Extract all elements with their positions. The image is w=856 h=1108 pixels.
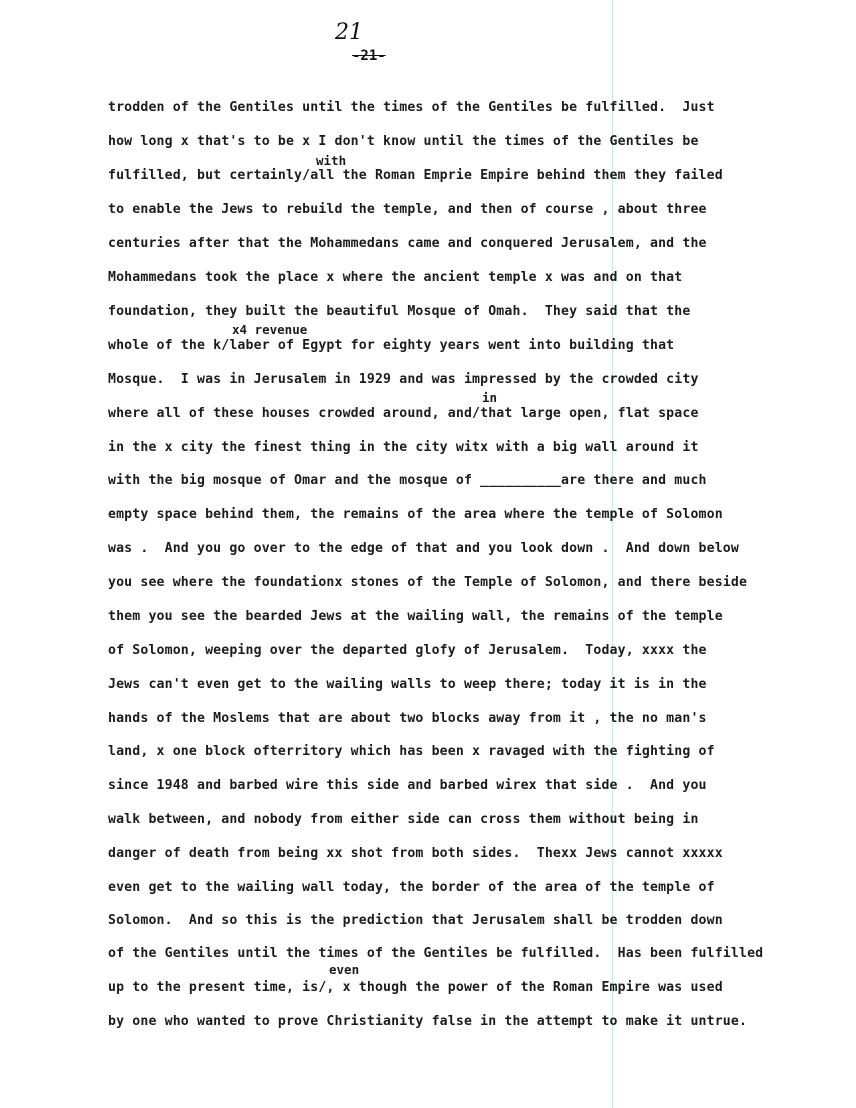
text-line: empty space behind them, the remains of the area where the temple of Solomon xyxy=(108,507,723,522)
text-line: even get to the wailing wall today, the border of the area of the temple of xyxy=(108,880,715,895)
handwritten-page-number: 21 xyxy=(335,20,363,45)
text-line: with the big mosque of Omar and the mosque of __________are there and much xyxy=(108,473,707,488)
text-line: foundation, they built the beautiful Mosque of Omah. They said that the xyxy=(108,304,691,319)
text-line: of Solomon, weeping over the departed glofy of Jerusalem. Today, xxxx the xyxy=(108,643,707,658)
text-line: of the Gentiles until the times of the Gentiles be fulfilled. Has been fulfilled xyxy=(108,946,764,961)
text-line: danger of death from being xx shot from both sides. Thexx Jews cannot xxxxx xyxy=(108,846,723,861)
text-line: since 1948 and barbed wire this side and barbed wirex that side . And you xyxy=(108,778,707,793)
insertion-even: even xyxy=(329,962,360,977)
text-line: in the x city the finest thing in the city witx with a big wall around it xyxy=(108,440,699,455)
text-line: fulfilled, but certainly/all the Roman Emprie Empire behind them they failed xyxy=(108,168,723,183)
text-line: them you see the bearded Jews at the wailing wall, the remains of the temple xyxy=(108,609,723,624)
text-line: walk between, and nobody from either side can cross them without being in xyxy=(108,812,699,827)
text-line: how long x that's to be x I don't know until the times of the Gentiles be xyxy=(108,134,699,149)
text-line: centuries after that the Mohammedans came and conquered Jerusalem, and the xyxy=(108,236,707,251)
typed-page-number: -21- xyxy=(352,48,386,64)
text-line: Jews can't even get to the wailing walls to weep there; today it is in the xyxy=(108,677,707,692)
insertion-with: with xyxy=(316,153,347,168)
insertion-revenue: x4 revenue xyxy=(232,322,308,337)
text-line: Mohammedans took the place x where the ancient temple x was and on that xyxy=(108,270,683,285)
text-line: trodden of the Gentiles until the times of the Gentiles be fulfilled. Just xyxy=(108,100,715,115)
text-line: to enable the Jews to rebuild the temple, and then of course , about three xyxy=(108,202,707,217)
text-line: you see where the foundationx stones of the Temple of Solomon, and there beside xyxy=(108,575,748,590)
text-line: Mosque. I was in Jerusalem in 1929 and was impressed by the crowded city xyxy=(108,372,699,387)
text-line: Solomon. And so this is the prediction that Jerusalem shall be trodden down xyxy=(108,913,723,928)
text-line: hands of the Moslems that are about two blocks away from it , the no man's xyxy=(108,711,707,726)
text-line: by one who wanted to prove Christianity false in the attempt to make it untrue. xyxy=(108,1014,748,1029)
insertion-in: in xyxy=(482,390,498,405)
text-line: land, x one block ofterritory which has been x ravaged with the fighting of xyxy=(108,744,715,759)
text-line: where all of these houses crowded around, and/that large open, flat space xyxy=(108,406,699,421)
text-line: was . And you go over to the edge of that and you look down . And down below xyxy=(108,541,739,556)
text-line: up to the present time, is/, x though the power of the Roman Empire was used xyxy=(108,980,723,995)
text-line: whole of the k/laber of Egypt for eighty years went into building that xyxy=(108,338,675,353)
